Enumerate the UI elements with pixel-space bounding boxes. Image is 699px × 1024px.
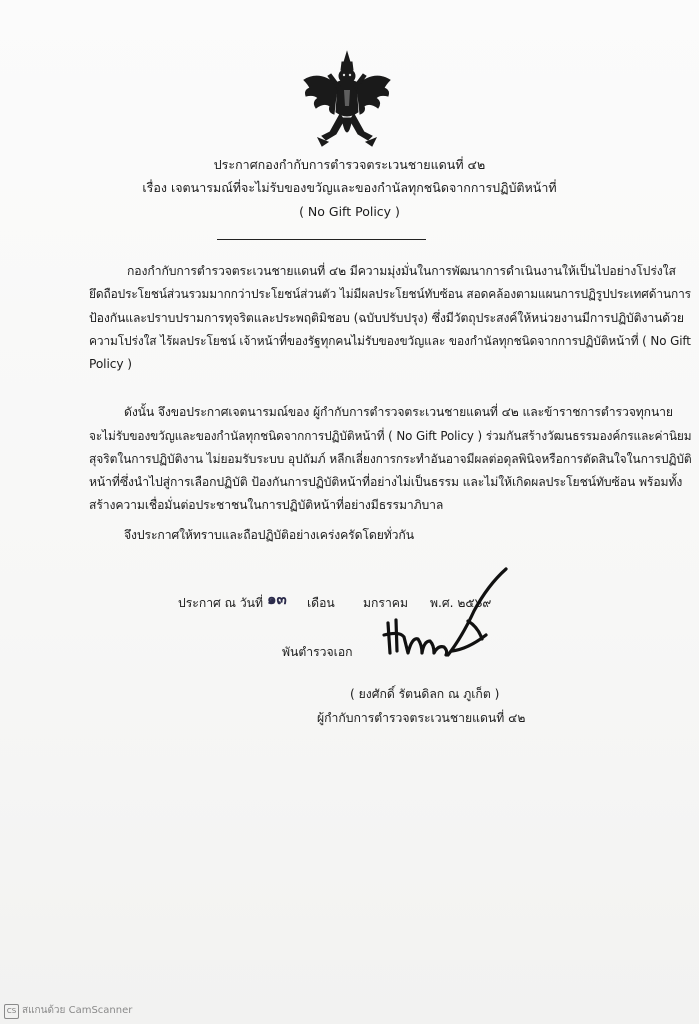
signer-position: ผู้กำกับการตำรวจตระเวนชายแดนที่ ๔๒ (317, 711, 526, 725)
announcement-month: มกราคม (363, 596, 408, 610)
paragraph2-line: หน้าที่ซึ่งนำไปสู่การเลือกปฏิบัติ ป้องกันการปฏิบัติหน้าที่อย่างไม่เป็นธรรม และไม่ให้เกิดผลประโยชน์ทับซ้อน พร้อมทั้ง (89, 475, 683, 489)
closing-line: จึงประกาศให้ทราบและถือปฏิบัติอย่างเคร่งครัดโดยทั่วกัน (124, 528, 414, 542)
handwritten-signature (378, 565, 513, 670)
paragraph2-line: จะไม่รับของขวัญและของกำนัลทุกชนิดจากการปฏิบัติหน้าที่ ( No Gift Policy ) ร่วมกันสร้างวัฒนธรรมองค์กรและค่านิยม (89, 429, 692, 443)
paragraph2-line: ดังนั้น จึงขอประกาศเจตนารมณ์ของ ผู้กำกับการตำรวจตระเวนชายแดนที่ ๔๒ และข้าราชการตำรวจทุกนาย (124, 405, 673, 419)
announced-at-label: ประกาศ ณ วันที่ (178, 596, 264, 610)
signer-rank: พันตำรวจเอก (282, 645, 353, 659)
signer-name: ( ยงศักดิ์ รัตนดิลก ณ ภูเก็ต ) (350, 687, 500, 701)
paragraph1-line: Policy ) (89, 357, 132, 371)
camscanner-icon: CS (4, 1004, 19, 1019)
paragraph2-line: สุจริตในการปฏิบัติงาน ไม่ยอมรับระบบ อุปถัมภ์ หลีกเลี่ยงการกระทำอันอาจมีผลต่อดุลพินิจหรือการตัดสินใจในการปฏิบัติ (89, 452, 692, 466)
announcement-day: ๑๓ (267, 590, 287, 608)
month-label: เดือน (307, 596, 335, 610)
paragraph1-line: ความโปร่งใส ไร้ผลประโยชน์ เจ้าหน้าที่ของรัฐทุกคนไม่รับของขวัญและ ของกำนัลทุกชนิดจากการปฏิบัติหน้าที่ ( No Gift (89, 334, 691, 348)
paragraph1-line: กองกำกับการตำรวจตระเวนชายแดนที่ ๔๒ มีความมุ่งมั่นในการพัฒนาการดำเนินงานให้เป็นไปอย่างโปร่งใส (127, 264, 676, 278)
scanner-watermark: สแกนด้วย CamScanner (22, 1005, 133, 1016)
announcement-title: ประกาศกองกำกับการตำรวจตระเวนชายแดนที่ ๔๒ (213, 157, 486, 172)
paragraph1-line: ป้องกันและปราบปรามการทุจริตและประพฤติมิชอบ (ฉบับปรับปรุง) ซึ่งมีวัตถุประสงค์ให้หน่วยงานมีการปฏิบัติงานด้วย (89, 311, 684, 325)
announcement-year: พ.ศ. ๒๕๖๙ (430, 596, 492, 610)
policy-label: ( No Gift Policy ) (299, 204, 400, 219)
garuda-emblem-icon (300, 50, 395, 150)
paragraph1-line: ยึดถือประโยชน์ส่วนรวมมากกว่าประโยชน์ส่วนตัว ไม่มีผลประโยชน์ทับซ้อน สอดคล้องตามแผนการปฏิรูปประเทศด้านการ (89, 287, 691, 301)
header-divider (217, 239, 426, 240)
announcement-subject: เรื่อง เจตนารมณ์ที่จะไม่รับของขวัญและของกำนัลทุกชนิดจากการปฏิบัติหน้าที่ (142, 180, 557, 195)
paragraph2-line: สร้างความเชื่อมั่นต่อประชาชนในการปฏิบัติหน้าที่อย่างมีธรรมาภิบาล (89, 498, 444, 512)
